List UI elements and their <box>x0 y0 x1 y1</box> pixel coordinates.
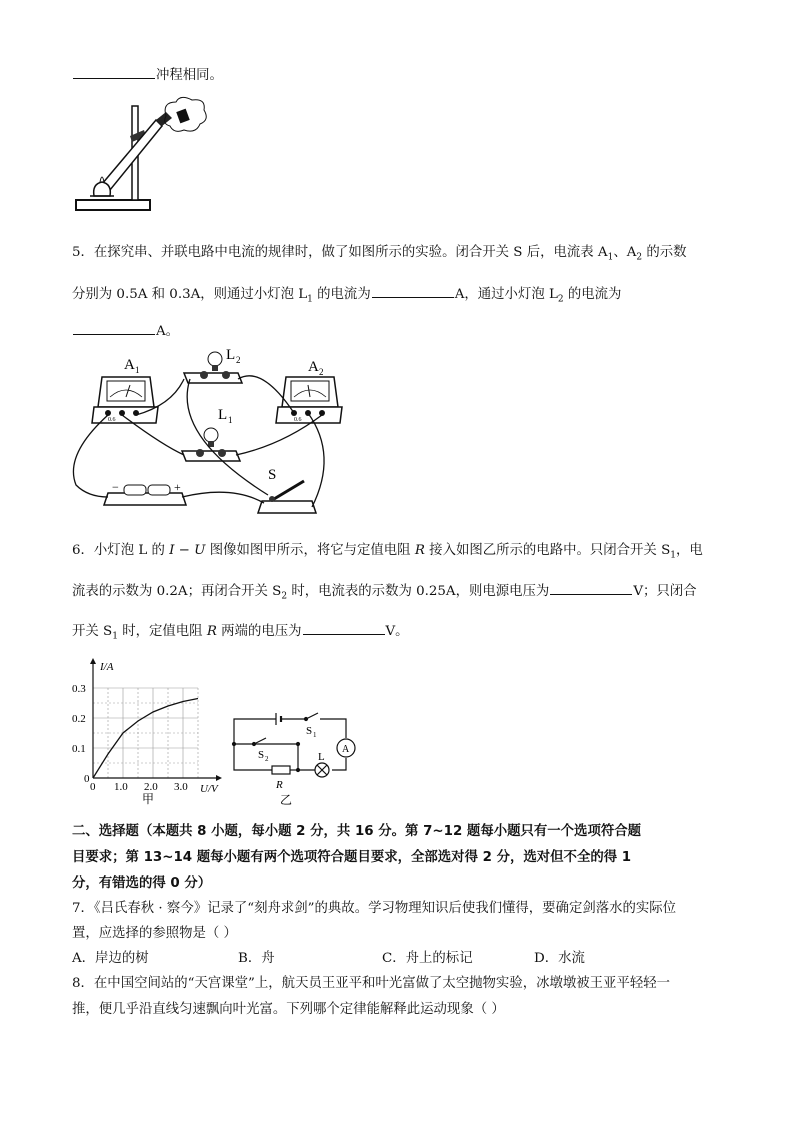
y-tick-label: 0 <box>84 773 90 785</box>
ammeter-a1 <box>92 357 158 423</box>
q6-text: 开关 S <box>72 624 113 639</box>
y-axis-arrow <box>90 658 96 664</box>
q6-italic: R <box>206 624 217 639</box>
q7-line2: 置，应选择的参照物是（ ） <box>72 926 237 941</box>
l1-label: L <box>218 407 228 423</box>
q5-line2 <box>72 283 621 305</box>
q6-text: 流表的示数为 0.2A；再闭合开关 S <box>72 584 282 599</box>
answer-blank-l2[interactable] <box>73 322 155 335</box>
x-tick-label: 1.0 <box>114 781 128 793</box>
q6-italic: R <box>414 543 425 558</box>
q7-option-b[interactable]: B．舟 <box>238 951 275 966</box>
q7-line1: 7．《吕氏春秋 · 察今》记录了“刻舟求剑”的典故。学习物理知识后使我们懂得，要确定剑落水的实际位 <box>72 901 677 916</box>
ammeter-label: A <box>342 744 350 755</box>
a1-sub: 1 <box>135 365 140 375</box>
series-parallel-circuit-figure <box>72 345 372 520</box>
q6-text: 时，电流表的示数为 0.25A，则电源电压为 <box>287 584 550 599</box>
q6-text: V；只闭合 <box>633 584 697 599</box>
top-line <box>72 64 223 83</box>
x-tick-label: 0 <box>90 781 96 793</box>
q5-sub: 2 <box>557 294 564 305</box>
q5-line1 <box>72 241 687 263</box>
q6-text: 图像如图甲所示，将它与定值电阻 <box>205 543 415 558</box>
r-label: R <box>276 779 283 791</box>
q7-option-d[interactable]: D．水流 <box>534 951 585 966</box>
q7-option-a[interactable]: A．岸边的树 <box>72 951 149 966</box>
iu-series-line <box>93 699 198 779</box>
s1-sub: 1 <box>313 731 317 739</box>
q6-sub: 2 <box>281 591 288 602</box>
section2-line1: 二、选择题（本题共 8 小题，每小题 2 分，共 16 分。第 7~12 题每小题只有一个选项符合题 <box>72 824 642 839</box>
chart-xlabel: U/V <box>200 783 218 795</box>
q6-line3 <box>72 620 409 642</box>
q6-sub: 1 <box>112 631 118 642</box>
battery-minus: − <box>112 480 119 494</box>
q6-line1 <box>72 539 703 561</box>
a1-scale: 0.6 <box>108 417 116 423</box>
q5-text: 分别为 0.5A 和 0.3A，则通过小灯泡 L <box>72 287 308 302</box>
x-tick-label: 3.0 <box>174 781 188 793</box>
section2-line3: 分，有错选的得 0 分） <box>72 876 212 891</box>
s2-label: S <box>258 749 265 761</box>
circuit-schematic <box>226 708 366 808</box>
q5-sub: 1 <box>307 294 313 305</box>
bulb-l2 <box>184 347 242 383</box>
a2-scale: 0.6 <box>294 417 302 423</box>
q8-line1: 8．在中国空间站的“天宫课堂”上，航天员王亚平和叶光富做了太空抛物实验，冰墩墩被王亚平轻轻一 <box>72 976 671 991</box>
x-tick-label: 2.0 <box>144 781 158 793</box>
circuit-caption: 乙 <box>280 793 293 807</box>
test-tube-figure <box>70 96 210 218</box>
q6-text: V。 <box>385 624 409 639</box>
q5-sub: 2 <box>636 252 643 263</box>
q5-text: 的电流为 <box>563 287 622 302</box>
l2-label: L <box>226 347 236 363</box>
q6-text: ，电 <box>675 543 703 558</box>
lamp-label: L <box>318 751 325 763</box>
tick-labels <box>72 683 188 793</box>
iu-chart <box>70 658 230 808</box>
q5-text: 的示数 <box>642 245 687 260</box>
answer-blank-voltage[interactable] <box>550 582 632 595</box>
answer-blank-l1[interactable] <box>372 285 454 298</box>
battery <box>104 480 186 505</box>
y-tick-label: 0.2 <box>72 713 86 725</box>
top-line-text: 冲程相同。 <box>156 68 223 83</box>
s1-label: S <box>306 725 313 737</box>
q6-text: 6．小灯泡 L 的 <box>72 543 170 558</box>
q8-line2: 推，便几乎沿直线匀速飘向叶光富。下列哪个定律能解释此运动现象（ ） <box>72 1002 505 1017</box>
q5-sub: 1 <box>607 252 614 263</box>
y-tick-label: 0.3 <box>72 683 86 695</box>
q5-line3 <box>72 320 179 339</box>
switch-label: S <box>268 467 277 483</box>
q5-text: 的电流为 <box>312 287 371 302</box>
q5-text: A，通过小灯泡 L <box>454 287 558 302</box>
switch-s <box>258 467 316 513</box>
q6-italic: I − U <box>169 543 206 558</box>
a2-sub: 2 <box>319 367 324 377</box>
y-tick-label: 0.1 <box>72 743 86 755</box>
q5-line1-text: 5．在探究串、并联电路中电流的规律时，做了如图所示的实验。闭合开关 S 后，电流表 A <box>72 245 608 260</box>
battery-plus: + <box>174 480 181 494</box>
q6-text: 时，定值电阻 <box>117 624 207 639</box>
q6-text: 接入如图乙所示的电路中。只闭合开关 S <box>424 543 671 558</box>
q6-sub: 1 <box>670 550 676 561</box>
q7-option-c[interactable]: C．舟上的标记 <box>382 951 473 966</box>
q6-line2 <box>72 580 697 602</box>
q6-text: 两端的电压为 <box>216 624 302 639</box>
section2-line2: 目要求；第 13~14 题每小题有两个选项符合题目要求，全部选对得 2 分，选对但不全的得 1 <box>72 850 632 865</box>
l2-sub: 2 <box>236 355 241 365</box>
answer-blank[interactable] <box>73 66 155 79</box>
l1-sub: 1 <box>228 415 233 425</box>
chart-title: I/A <box>100 661 114 673</box>
a1-label: A <box>124 357 135 373</box>
answer-blank-r-voltage[interactable] <box>303 622 385 635</box>
chart-caption: 甲 <box>142 792 155 806</box>
x-axis-arrow <box>216 775 222 781</box>
q5-text: 、A <box>613 245 637 260</box>
a2-label: A <box>308 359 319 375</box>
q5-text: A。 <box>156 324 180 339</box>
s2-sub: 2 <box>265 755 269 763</box>
